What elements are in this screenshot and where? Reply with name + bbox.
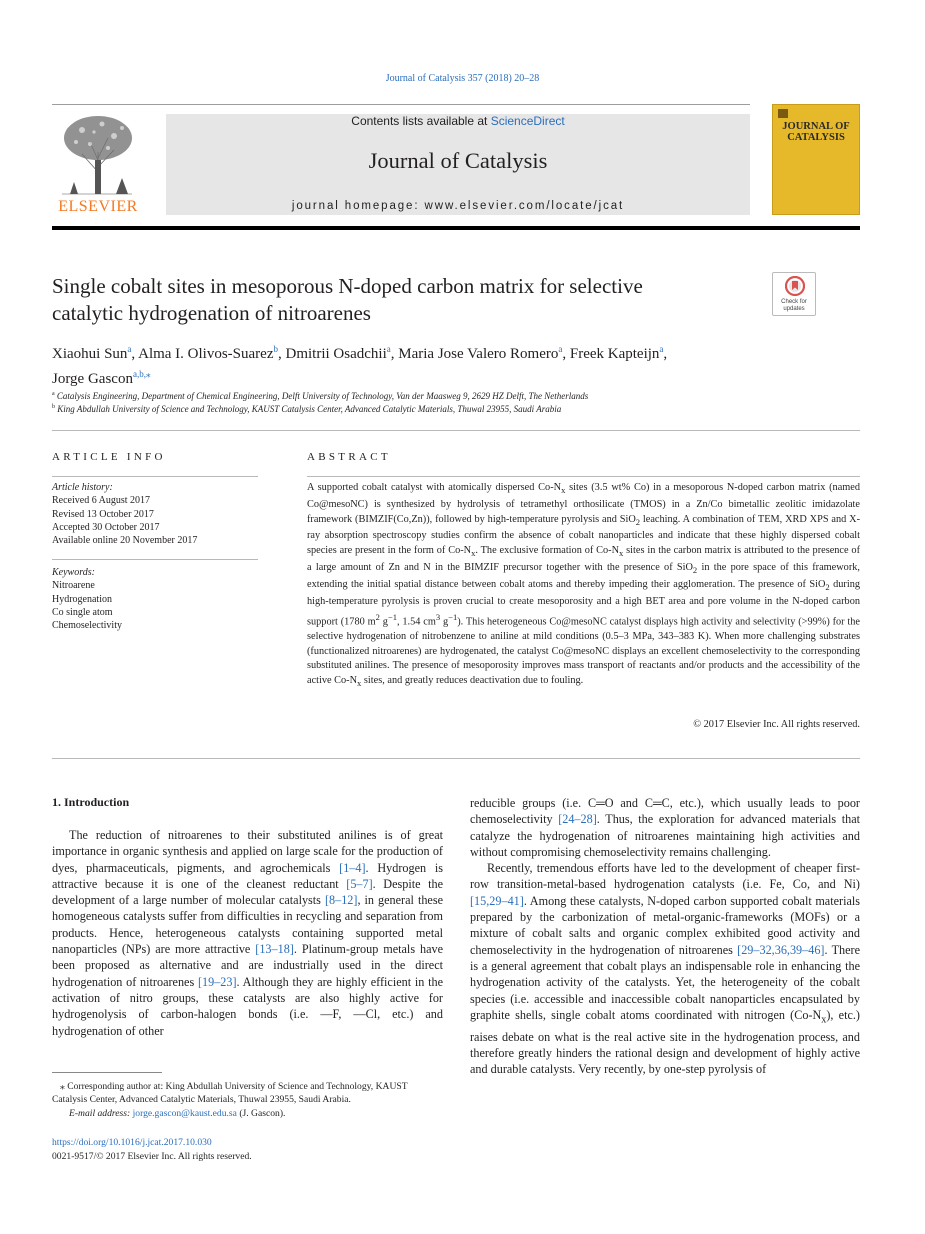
cover-title-line2: CATALYSIS (787, 132, 845, 143)
author-affiliation-mark[interactable]: a (127, 344, 132, 354)
author-name[interactable]: Dmitrii Osadchii (285, 346, 387, 362)
article-info-heading: ARTICLE INFO (52, 451, 166, 463)
history-received: Received 6 August 2017 (52, 495, 151, 507)
paragraph: The reduction of nitroarenes to their substituted anilines is of great importance in organic synthesis and applied on large scale for the production of dyes, pharmaceuticals, pigments, and agrochemicals [1–4]. Hydrogen is attractive because it is one of the cleanest reductant [5–7]. Despite the development of a large number of molecular catalysts [8–12], in general these homogeneous catalysts suffer from difficulties in recycling and separation from products. Hence, heterogeneous catalysts containing supported metal nanoparticles (NPs) are more attractive [13–18]. Platinum-group metals have been proposed as alternative and are industrially used in the direct hydrogenation of nitroarenes [19–23]. Although they are highly efficient in the activation of nitro groups, these catalysts are also highly active for hydrogenolysis of carbon-halogen bonds (i.e. —F, —Cl, etc.) and hydrogenation of other (52, 828, 443, 1038)
journal-cover[interactable] (772, 104, 860, 215)
article-info-rule (52, 476, 258, 477)
elsevier-logo (52, 112, 144, 214)
elsevier-tree-icon (52, 112, 144, 196)
author-separator: , (562, 346, 570, 362)
article-title-line1: Single cobalt sites in mesoporous N-doped carbon matrix for selective (52, 274, 643, 298)
author-affiliation-mark[interactable]: a (659, 344, 664, 354)
author-separator: , (278, 346, 286, 362)
citation-link[interactable]: [15,29–41] (470, 893, 524, 908)
affiliation-text: King Abdullah University of Science and Technology, KAUST Catalysis Center, Advanced Catalytic Materials, Thuwal 23955, Saudi Arabia (57, 404, 562, 414)
keyword-item: Nitroarene (52, 580, 95, 592)
sciencedirect-link[interactable]: ScienceDirect (490, 114, 565, 128)
contents-line (166, 114, 750, 128)
author-separator: , (131, 346, 139, 362)
cover-elsevier-icon (778, 109, 788, 118)
paragraph: Recently, tremendous efforts have led to the development of cheaper first-row transition-metal-based hydrogenation catalysts (i.e. Fe, Co, and Ni) [15,29–41]. Among these catalysts, N-doped carbon supported cobalt materials prepared by the carbonization of metal-organic-frameworks (MOFs) or a mixture of cobalt salts and organic complex exhibited good activity and chemoselectivity in the hydrogenation of nitroarenes [29–32,36,39–46]. There is a general agreement that cobalt plays an indispensable role in enhancing the hydrogenation activity of the catalysts. Yet, the heterogeneity of the cobalt species (i.e. accessible and inaccessible cobalt nanoparticles encapsulated by graphite shells, single cobalt atoms coordinated with nitrogen $(Co-N_x)$, etc.) raises debate on what is the real active site in the hydrogenation process, and therefore greatly hinders the rational design and development of highly active and durable catalysts. Very recently, by one-step pyrolysis of (470, 861, 860, 1077)
contents-prefix: Contents lists available at (351, 114, 491, 128)
affiliation-divider (52, 430, 860, 431)
author-affiliation-mark[interactable]: a (558, 344, 563, 354)
author-separator: , (663, 346, 668, 362)
history-label: Article history: (52, 482, 113, 493)
body-column-left (52, 827, 443, 1039)
author-name[interactable]: Xiaohui Sun (52, 346, 128, 362)
author-affiliation-mark[interactable]: a (386, 344, 391, 354)
cover-title-line1: JOURNAL OF (782, 121, 850, 132)
check-updates-line1: Check for (781, 299, 807, 305)
elsevier-wordmark: ELSEVIER (58, 198, 138, 215)
keywords (52, 566, 258, 632)
keywords-rule (52, 559, 258, 560)
keyword-item: Hydrogenation (52, 593, 112, 605)
keyword-item: Chemoselectivity (52, 620, 122, 632)
check-for-updates-icon (785, 276, 805, 296)
keyword-item: Co single atom (52, 606, 113, 618)
abstract-copyright: © 2017 Elsevier Inc. All rights reserved. (693, 719, 860, 730)
history-revised: Revised 13 October 2017 (52, 508, 154, 520)
citation-link[interactable]: [19–23] (197, 974, 237, 989)
header-divider (52, 226, 860, 230)
citation-link[interactable]: [13–18] (255, 942, 294, 957)
history-online: Available online 20 November 2017 (52, 535, 198, 547)
section-heading-introduction: 1. Introduction (52, 795, 130, 809)
abstract-text: A supported cobalt catalyst with atomically dispersed $Co-N_x$ sites (3.5 wt% Co) in a mesoporous N-doped carbon matrix (named Co@mesoNC) is synthesized by hydrolysis of tetramethyl orthosilicate (TMOS) in a Zn/Co bimetallic zeolitic imidazolate framework (BIMZIF(Co,Zn)), followed by high-temperature pyrolysis and SiO$_2$ leaching. A combination of TEM, XRD XPS and X-ray absorption spectroscopy studies confirm the absence of cobalt nanoparticles and indicate that these highly dispersed cobalt species are present in the form of $Co-N_x$. The exclusive formation of $Co-N_x$ sites in the carbon matrix is attributed to the presence of a large amount of Zn and N in the BIMZIF precursor together with the presence of SiO$_2$ in the pore space of this framework, extending the initial spatial distance between cobalt atoms and thereby impeding their agglomeration. The presence of SiO$_2$ during high-temperature pyrolysis is proven crucial to create mesoporosity and a high BET area and pore volume in the N-doped carbon support (1780 $m^2$ $g^{-1}$, 1.54 $cm^3$ $g^{-1}$). This heterogeneous Co@mesoNC catalyst displays high activity and selectivity (>99%) for the selective hydrogenation of nitrobenzene to aniline at mild conditions (0.5–3 MPa, 343–383 K). When more challenging substrates (functionalized nitroarenes) are hydrogenated, the catalyst Co@mesoNC displays an excellent chemoselectivity to the corresponding substituted anilines. The presence of mesoporosity improves mass transport of reactants and/or products and the accessibility of the active $Co-N_x$ sites, and greatly reduces deactivation due to fouling. (307, 482, 861, 689)
affiliation-a (52, 391, 862, 401)
check-for-updates-button[interactable] (772, 272, 816, 316)
abstract-heading: ABSTRACT (307, 451, 391, 463)
journal-title: Journal of Catalysis (368, 148, 548, 173)
article-title-line2: catalytic hydrogenation of nitroarenes (52, 301, 371, 325)
doi-block (52, 1136, 252, 1164)
email-link[interactable]: jorge.gascon@kaust.edu.sa (132, 1107, 237, 1119)
footnote-star: ⁎ (60, 1081, 65, 1092)
journal-reference[interactable]: Journal of Catalysis 357 (2018) 20–28 (385, 73, 540, 84)
citation-link[interactable]: [8–12] (324, 893, 358, 908)
history-accepted: Accepted 30 October 2017 (52, 521, 160, 533)
citation-link[interactable]: [1–4] (339, 860, 366, 875)
citation-link[interactable]: [29–32,36,39–46] (737, 942, 825, 957)
author-name[interactable]: Jorge Gascon (52, 371, 133, 387)
affiliation-b (52, 404, 862, 414)
author-affiliation-mark[interactable]: a,b,⁎ (132, 369, 151, 379)
journal-homepage[interactable]: journal homepage: www.elsevier.com/locate/jcat (291, 200, 625, 212)
citation-link[interactable]: [5–7] (346, 876, 373, 891)
author-name[interactable]: Alma I. Olivos-Suarez (138, 346, 274, 362)
article-history (52, 481, 258, 547)
doi-link[interactable]: https://doi.org/10.1016/j.jcat.2017.10.030 (52, 1137, 212, 1148)
author-list (52, 339, 862, 389)
author-name[interactable]: Freek Kapteijn (569, 346, 660, 362)
citation-link[interactable]: [24–28] (558, 812, 597, 827)
abstract-bottom-rule (52, 758, 860, 759)
check-updates-line2: updates (783, 306, 805, 312)
author-separator: , (390, 346, 399, 362)
affiliation-text: Catalysis Engineering, Department of Chemical Engineering, Delft University of Technology, Van der Maasweg 9, 2629 HZ Delft, The Netherlands (56, 391, 589, 401)
author-affiliation-mark[interactable]: b (273, 344, 278, 354)
author-name[interactable]: Maria Jose Valero Romero (398, 346, 559, 362)
keywords-label: Keywords: (52, 567, 95, 578)
header-top-rule (52, 104, 750, 105)
issn-line: 0021-9517/© 2017 Elsevier Inc. All rights reserved. (52, 1151, 252, 1162)
abstract-rule (307, 476, 860, 477)
journal-banner (166, 114, 750, 215)
article-title (52, 273, 752, 327)
body-column-right (470, 795, 860, 1077)
corresponding-author-footnote: ⁎ Corresponding author at: King Abdullah University of Science and Technology, KAUST Catalysis Center, Advanced Catalytic Materials, Thuwal 23955, Saudi Arabia. E-mail address: jorge.gascon@kaust.edu.sa (J. Gascon). (52, 1081, 408, 1119)
affiliation-label: a (52, 391, 55, 397)
paragraph: reducible groups (i.e. C═O and C═C, etc.), which usually leads to poor chemoselectivity [24–28]. Thus, the exploration for advanced materials that catalyze the hydrogenation of nitroarenes maintaining high activities and without compromising chemoselectivity remains challenging. (470, 796, 860, 859)
email-label: E-mail address: (69, 1107, 133, 1119)
footnote-rule (52, 1072, 162, 1073)
affiliation-label: b (52, 404, 55, 410)
